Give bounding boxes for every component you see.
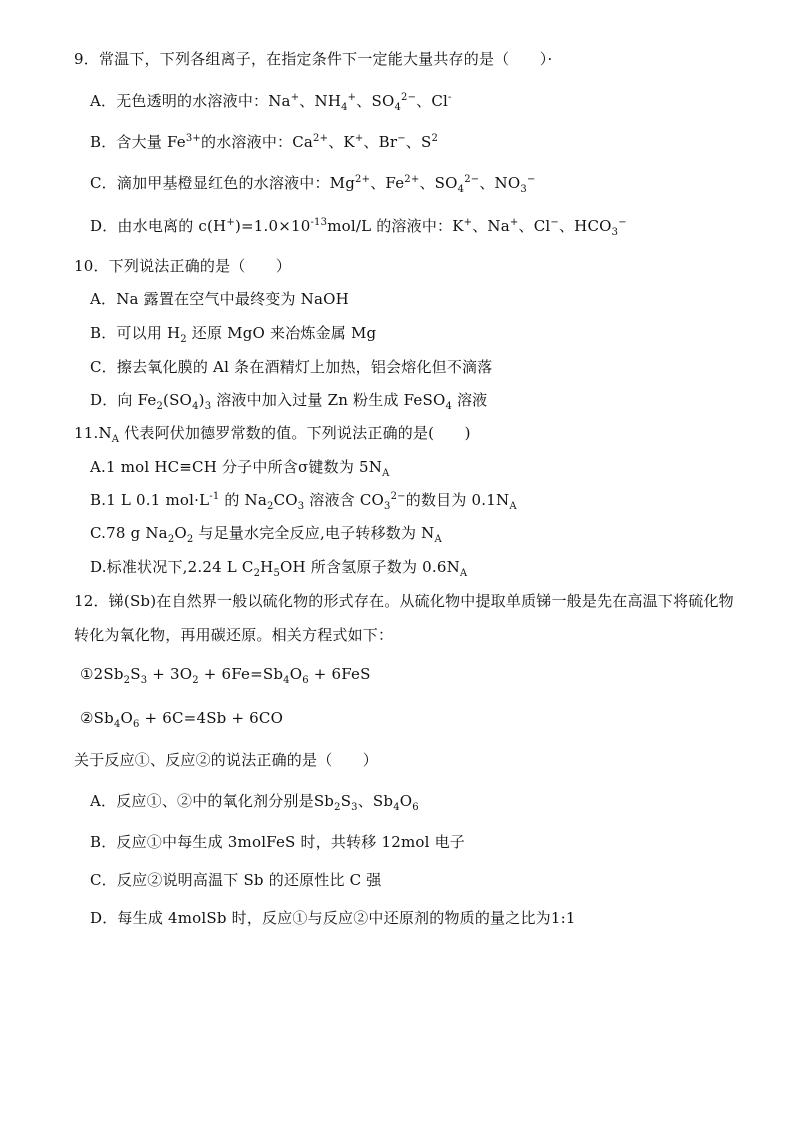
q10-option-a: A．Na 露置在空气中最终变为 NaOH (90, 290, 349, 308)
q9-stem: 9．常温下，下列各组离子，在指定条件下一定能大量共存的是（ ）· (74, 50, 553, 68)
q11-option-a: A.1 mol HC≡CH 分子中所含σ键数为 $5N_A$ (90, 458, 390, 479)
q12-option-d: D．每生成 4molSb 时，反应①与反应②中还原剂的物质的量之比为1:1 (90, 909, 576, 927)
q11-option-d: D.标准状况下,2.24 L $C_2H_5OH$ 所含氢原子数为 $0.6N_A$ (90, 558, 468, 579)
q9-option-a: A．无色透明的水溶液中：Na+、$NH_4^+$、$SO_4^{2-}$、Cl- (90, 92, 452, 113)
q12-stem-line-2: 转化为氧化物，再用碳还原。相关方程式如下： (74, 626, 394, 644)
q9-option-b: B．含大量 $Fe^{3+}$的水溶液中：$Ca^{2+}$、K+、Br−、$S^2$ (90, 133, 439, 151)
q11-stem: $11.N_A$ 代表阿伏加德罗常数的值。下列说法正确的是( ) (74, 424, 471, 445)
q11-option-c: C.78 g $Na_2O_2$ 与足量水完全反应,电子转移数为 $N_A$ (90, 524, 442, 545)
q12-stem-line-1: 12．锑(Sb)在自然界一般以硫化物的形式存在。从硫化物中提取单质锑一般是先在高温下将硫化物 (74, 592, 734, 610)
q10-stem: 10．下列说法正确的是（ ） (74, 257, 292, 275)
q9-option-c: C．滴加甲基橙显红色的水溶液中：$Mg^{2+}$、$Fe^{2+}$、$SO_4^{2-}$、$NO_3^-$ (90, 174, 536, 195)
q10-option-d: D．向 $Fe_2(SO_4)_3$ 溶液中加入过量 Zn 粉生成 FeSO$_4$ 溶液 (90, 391, 488, 412)
q11-option-b: B.1 L 0.1 $mol\cdot L^{-1}$ 的 $Na_2CO_3$ 溶液含 $CO_3^{2-}$的数目为 $0.1N_A$ (90, 491, 517, 512)
q12-option-b: B．反应①中每生成 3molFeS 时，共转移 12mol 电子 (90, 833, 465, 851)
q12-question: 关于反应①、反应②的说法正确的是（ ） (74, 751, 379, 769)
q12-equation-1: $①2Sb_2S_3 + 3O_2 + 6Fe=Sb_4O_6 + 6FeS$ (80, 665, 371, 686)
q12-option-a: A．反应①、②中的氧化剂分别是$Sb_2S_3$、$Sb_4O_6$ (90, 792, 419, 813)
q10-option-c: C．擦去氧化膜的 Al 条在酒精灯上加热，铝会熔化但不滴落 (90, 358, 493, 376)
q12-equation-2: $②Sb_4O_6 + 6C=4Sb + 6CO$ (80, 709, 284, 730)
q9-option-d: D．由水电离的 $c(H^+)=1.0\times 10^{-13}mol/L$ 的溶液中：K+、Na+、Cl−、$HCO_3^-$ (90, 217, 627, 238)
q10-option-b: B．可以用 $H_2$ 还原 MgO 来冶炼金属 Mg (90, 324, 377, 345)
q12-option-c: C．反应②说明高温下 Sb 的还原性比 C 强 (90, 871, 382, 889)
